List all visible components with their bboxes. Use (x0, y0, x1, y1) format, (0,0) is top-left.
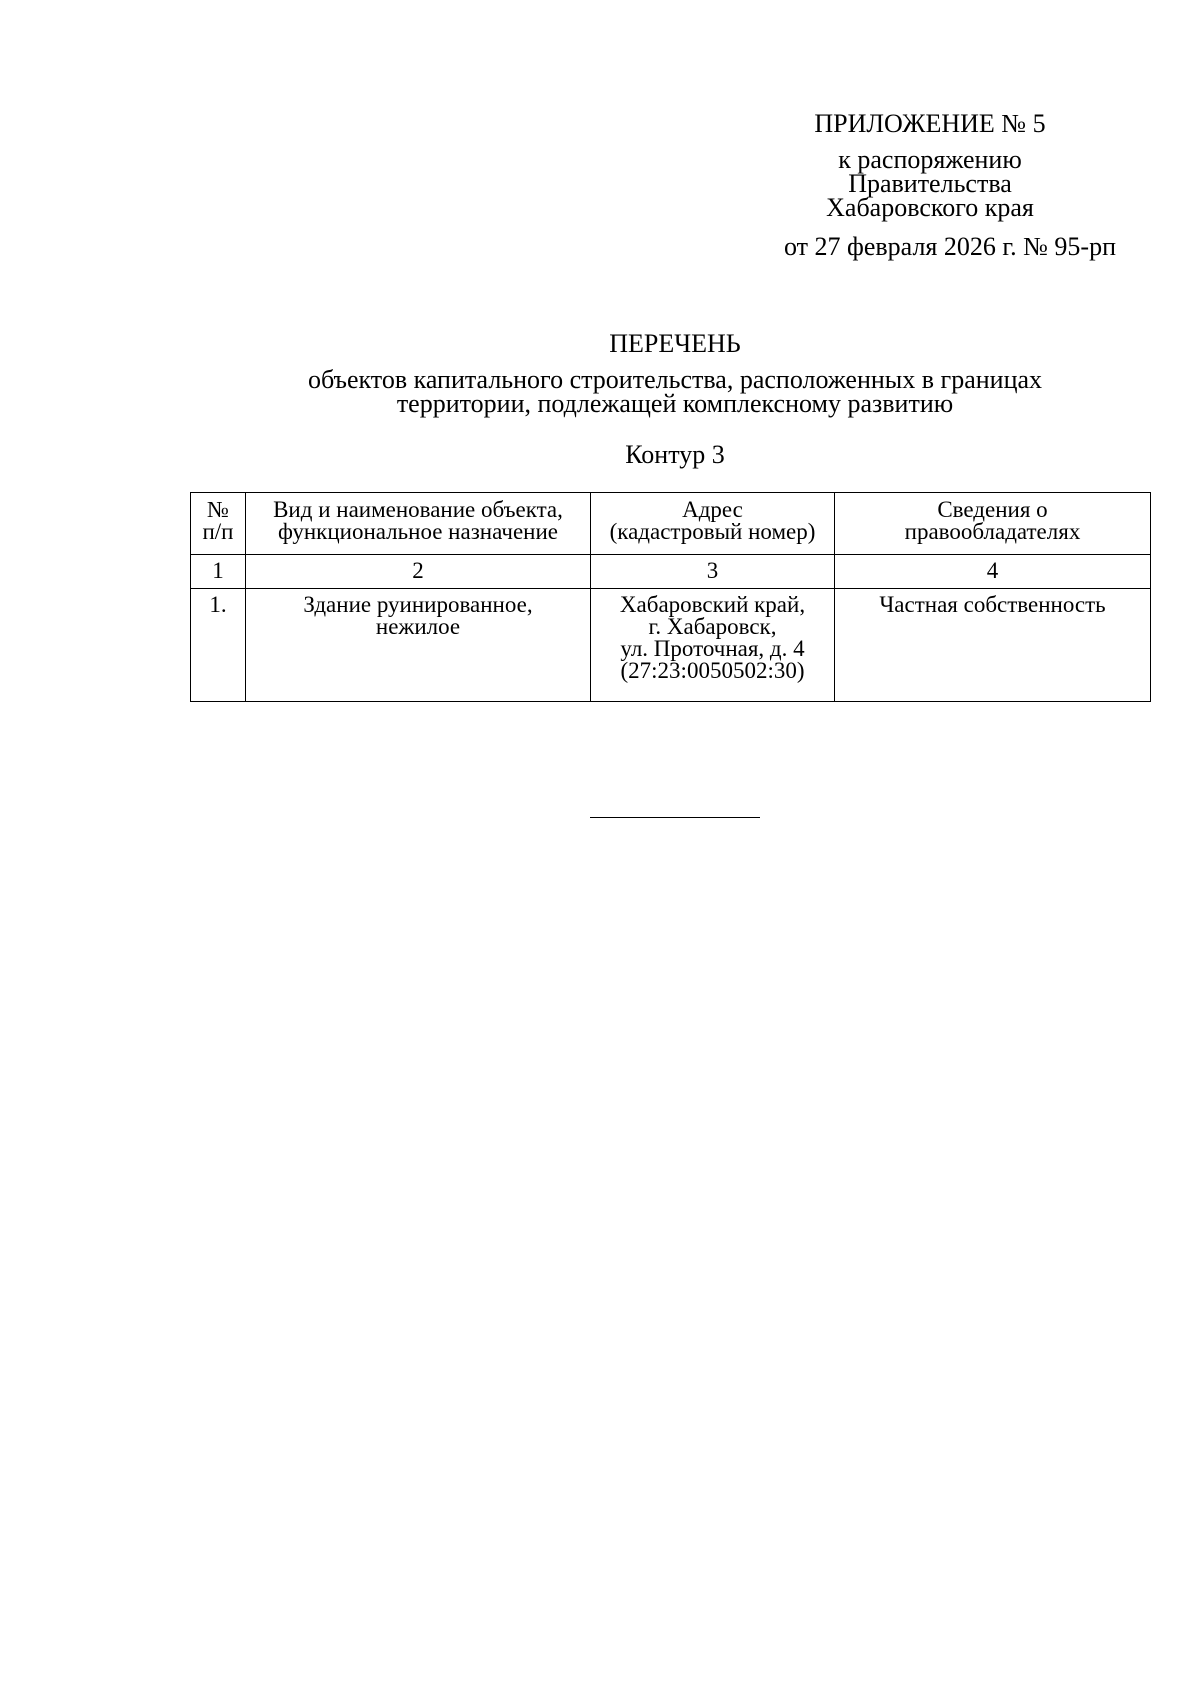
header-line: (кадастровый номер) (609, 519, 816, 544)
list-title: ПЕРЕЧЕНЬ (609, 329, 741, 358)
header-line: функциональное назначение (278, 519, 558, 544)
appendix-recipient-line: к распоряжению (838, 145, 1022, 174)
address-line: (27:23:0050502:30) (620, 658, 805, 683)
address-line: г. Хабаровск, (648, 614, 777, 639)
table-header-row (191, 493, 1151, 555)
column-number-row (191, 555, 1151, 589)
end-divider (590, 817, 760, 818)
address-cell (591, 589, 835, 702)
column-number-cell: 3 (591, 555, 835, 589)
list-subtitle-line: объектов капитального строительства, расположенных в границах (307, 365, 1043, 394)
header-cell-owner (835, 493, 1151, 555)
row-number-cell: 1. (191, 589, 246, 702)
header-cell-address (591, 493, 835, 555)
appendix-date: от 27 февраля 2026 г. № 95-рп (784, 232, 1116, 261)
list-subtitle (200, 365, 1150, 418)
appendix-recipient (770, 145, 1090, 222)
header-cell-name (246, 493, 591, 555)
owner-cell: Частная собственность (835, 589, 1151, 702)
header-line: п/п (202, 519, 234, 544)
column-number-cell: 4 (835, 555, 1151, 589)
header-line: Вид и наименование объекта, (273, 497, 563, 522)
object-name-cell (246, 589, 591, 702)
list-subtitle-line: территории, подлежащей комплексному развитию (396, 389, 954, 418)
address-line: ул. Проточная, д. 4 (620, 636, 805, 661)
appendix-title: ПРИЛОЖЕНИЕ № 5 (814, 109, 1046, 138)
header-cell-number (191, 493, 246, 555)
object-name-line: нежилое (375, 614, 461, 639)
header-line: правообладателях (904, 519, 1081, 544)
address-line: Хабаровский край, (619, 592, 806, 617)
contour-label: Контур 3 (625, 440, 725, 469)
header-line: Сведения о (937, 497, 1048, 522)
header-line: № (207, 497, 229, 522)
object-name-line: Здание руинированное, (303, 592, 533, 617)
objects-table (190, 492, 1151, 702)
header-line: Адрес (682, 497, 743, 522)
appendix-recipient-line: Правительства (848, 169, 1012, 198)
column-number-cell: 1 (191, 555, 246, 589)
column-number-cell: 2 (246, 555, 591, 589)
table-row (191, 589, 1151, 702)
appendix-recipient-line: Хабаровского края (826, 193, 1034, 222)
